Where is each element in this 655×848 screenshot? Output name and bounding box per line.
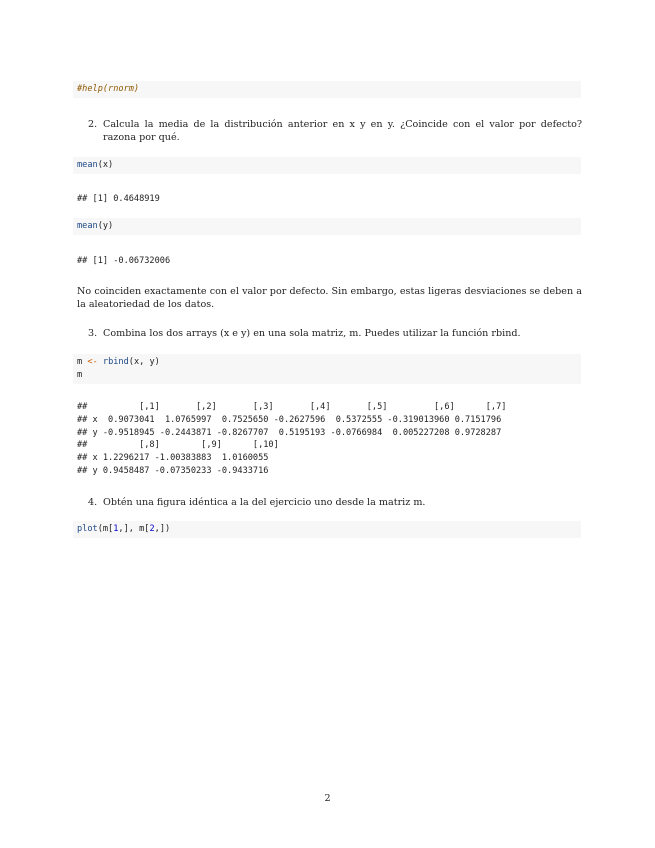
output-line: ## x 1.2296217 -1.00383883 1.0160055 [77, 453, 269, 464]
question-text: Combina los dos arrays (x e y) en una sola matriz, m. Puedes utilizar la función rbind. [103, 328, 521, 339]
question-number: 3. [88, 328, 98, 339]
code-block-plot [73, 521, 581, 538]
code-args: ,], m[ [118, 524, 150, 534]
code-function: rbind [97, 357, 129, 367]
code-block-help [73, 81, 581, 98]
output-line: ## y 0.9458487 -0.07350233 -0.9433716 [77, 465, 269, 476]
code-comment: #help(rnorm) [77, 84, 140, 94]
question-4 [88, 496, 582, 509]
question-text: Calcula la media de la distribución anterior en x y en y. ¿Coincide con el valor por defecto? razona por qué. [103, 119, 582, 144]
code-args: (y) [97, 221, 114, 231]
output-matrix [77, 401, 506, 478]
output-mean-x: ## [1] 0.4648919 [77, 194, 160, 204]
code-args: (x, y) [128, 357, 160, 367]
code-args: (m[ [97, 524, 114, 534]
code-function: mean [77, 160, 98, 170]
question-number: 2. [88, 119, 98, 130]
page-number: 2 [324, 793, 331, 804]
answer-paragraph: No coinciden exactamente con el valor por defecto. Sin embargo, estas ligeras desviaciones se deben a la aleatoriedad de los datos. [77, 286, 582, 311]
output-line: ## [,1] [,2] [,3] [,4] [,5] [,6] [,7] [77, 402, 507, 412]
code-function: mean [77, 221, 98, 231]
code-number: 2 [149, 524, 155, 534]
code-block-mean-y [73, 218, 581, 235]
output-line: ## [,8] [,9] [,10] [77, 440, 279, 451]
code-operator: <- [87, 357, 98, 367]
code-block-mean-x [73, 157, 581, 174]
question-3 [88, 327, 582, 340]
code-args: (x) [97, 160, 114, 170]
output-line: ## y -0.9518945 -0.2443871 -0.8267707 0.5195193 -0.0766984 0.005227208 0.9728287 [77, 427, 502, 438]
code-function: plot [77, 524, 98, 534]
code-line: m [77, 370, 83, 380]
question-number: 4. [88, 497, 98, 508]
code-args: ,]) [154, 524, 171, 534]
code-var: m [77, 357, 88, 367]
code-number: 1 [113, 524, 119, 534]
code-block-rbind [73, 354, 581, 384]
question-2 [88, 118, 582, 144]
output-mean-y: ## [1] -0.06732006 [77, 256, 171, 266]
question-text: Obtén una figura idéntica a la del ejercicio uno desde la matriz m. [103, 497, 426, 508]
output-line: ## x 0.9073041 1.0765997 0.7525650 -0.2627596 0.5372555 -0.319013960 0.7151796 [77, 414, 502, 425]
